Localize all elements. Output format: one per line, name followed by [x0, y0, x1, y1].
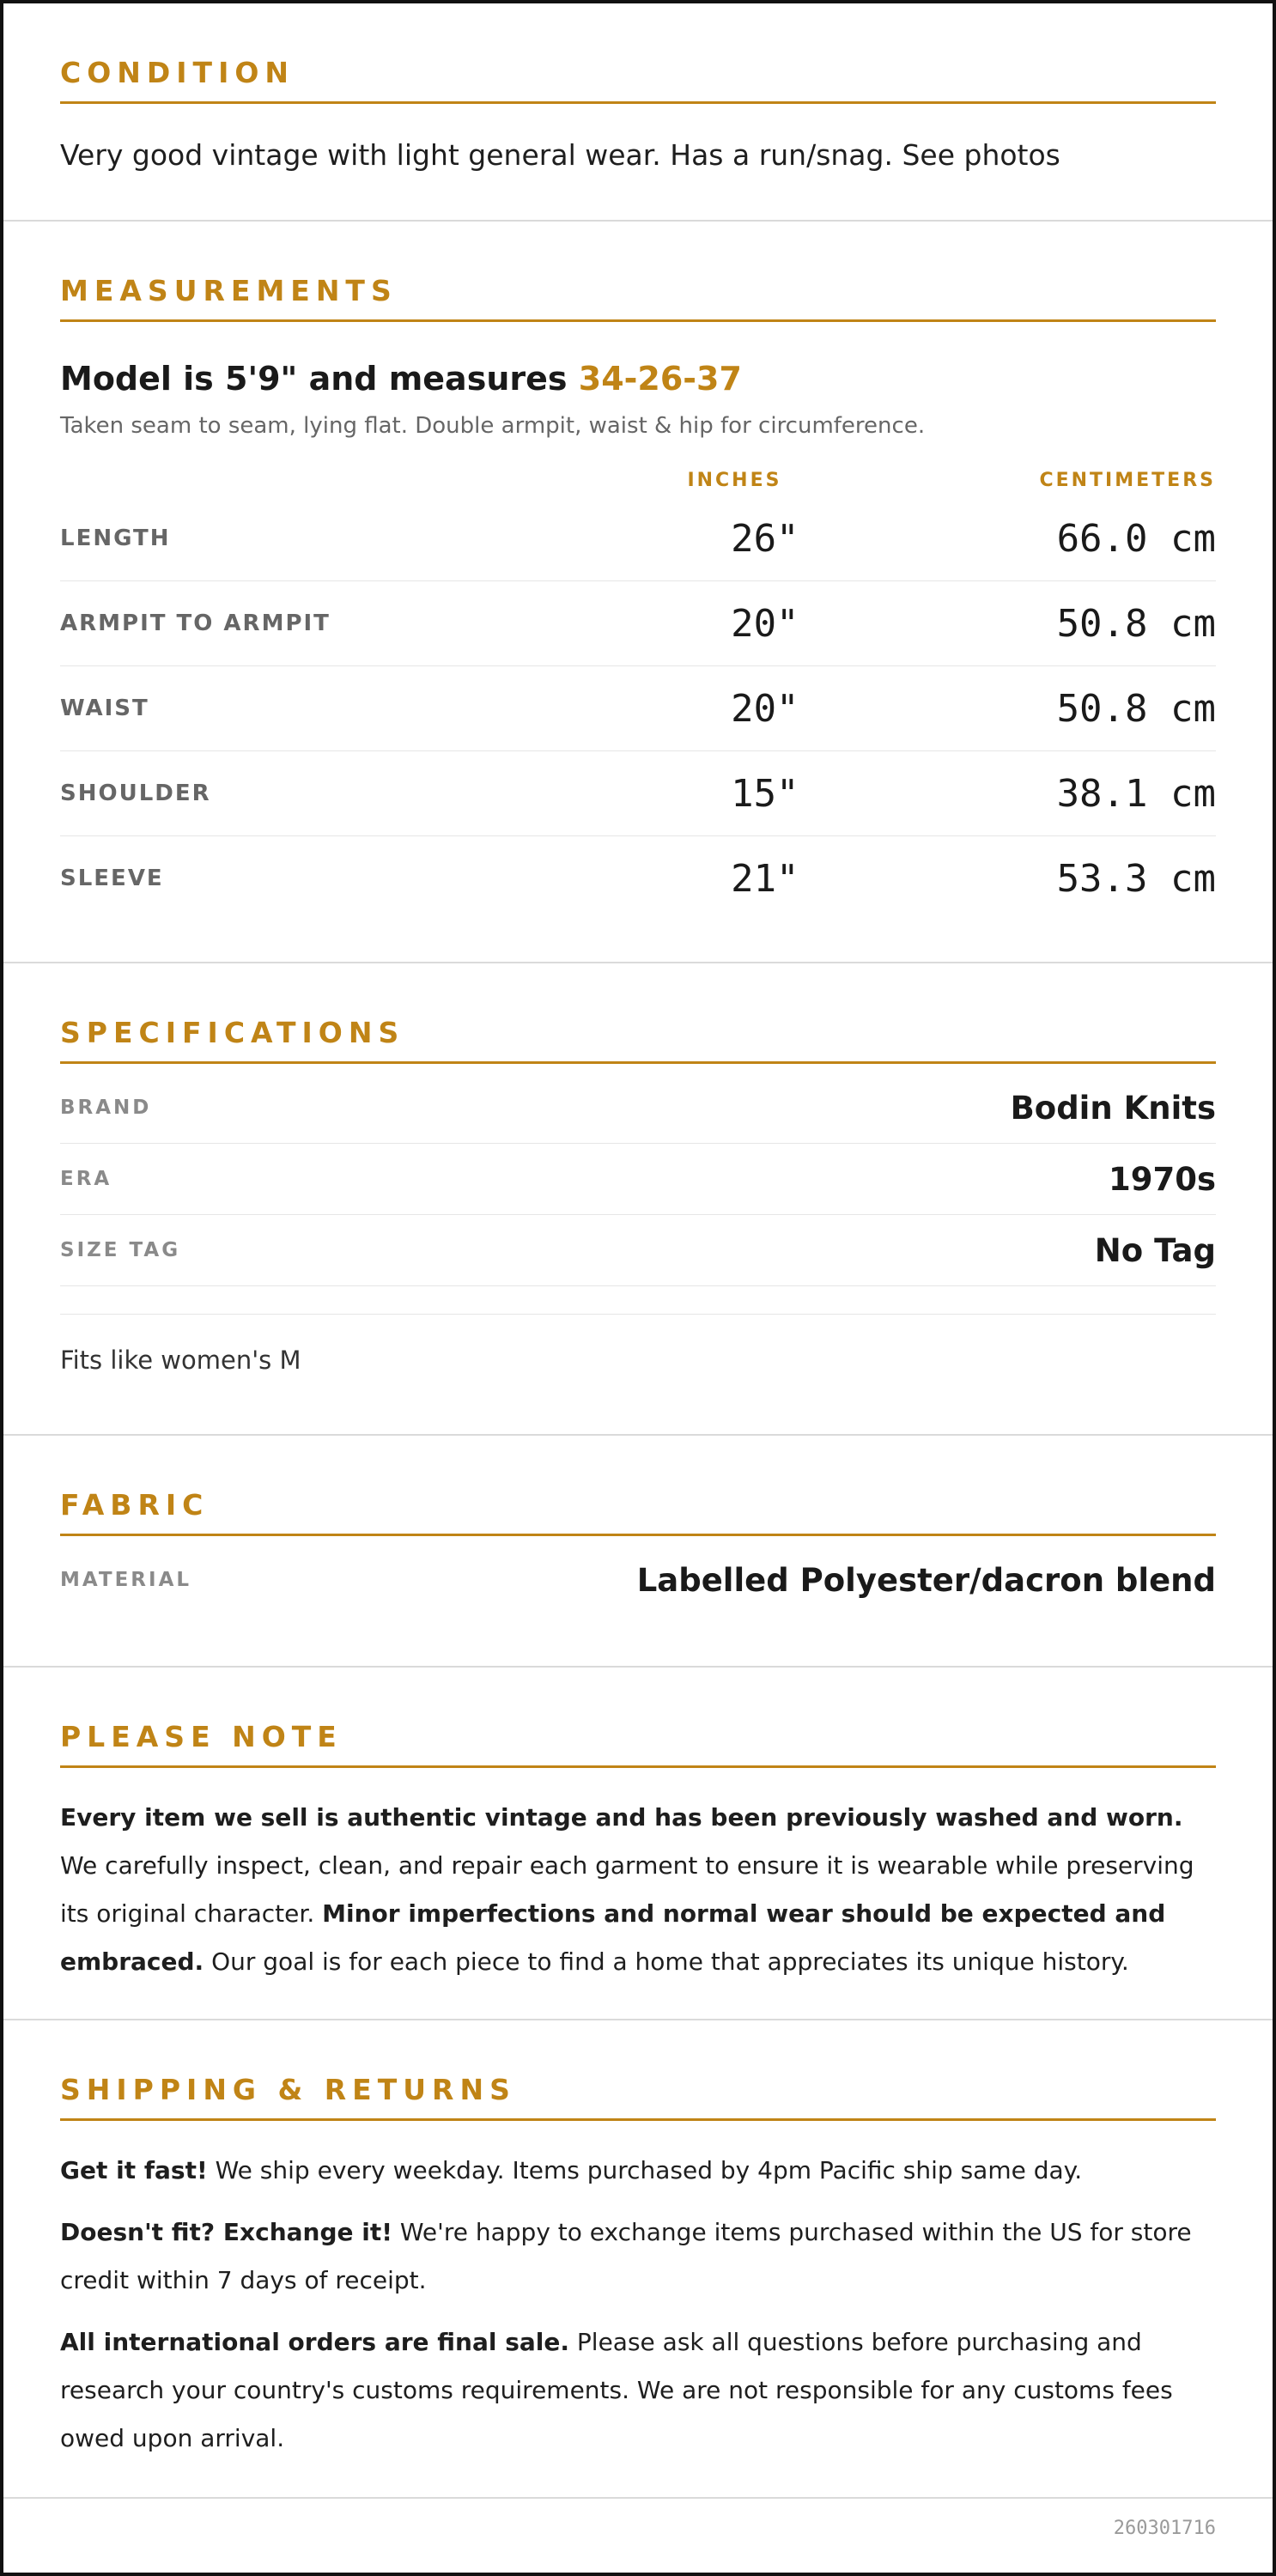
shipping-paragraph-2 [60, 2208, 1216, 2305]
measurement-inches: 26" [731, 516, 799, 561]
spec-row-brand [60, 1072, 1216, 1144]
please-note-bold-2: Minor imperfections and normal wear should be expected and embraced. [60, 1899, 1166, 1976]
shipping-paragraph-3 [60, 2318, 1216, 2463]
measurement-cm: 38.1 cm [1056, 771, 1216, 816]
measurement-label: ARMPIT TO ARMPIT [60, 611, 331, 636]
product-code: 260301716 [1113, 2518, 1216, 2539]
specifications-heading: SPECIFICATIONS [60, 1013, 1216, 1064]
condition-section [3, 3, 1273, 222]
please-note-text [60, 1794, 1216, 1986]
spec-row-era [60, 1144, 1216, 1215]
measurements-heading: MEASUREMENTS [60, 271, 1216, 322]
centimeters-column-header: CENTIMETERS [1039, 470, 1216, 491]
measurement-cm: 53.3 cm [1056, 856, 1216, 901]
model-measures-label: Model is 5'9" and measures [60, 360, 568, 398]
shipping-text-1: We ship every weekday. Items purchased by 4pm Pacific ship same day. [207, 2156, 1083, 2184]
spec-key: ERA [60, 1168, 112, 1190]
shipping-text-3: Please ask all questions before purchasing and research your country's customs requirements. We are not responsible for any customs fees owed upon arrival. [60, 2328, 1173, 2452]
measurement-cm: 66.0 cm [1056, 516, 1216, 561]
shipping-paragraph-1 [60, 2147, 1216, 2195]
shipping-section [3, 2020, 1273, 2499]
shipping-text-2: We're happy to exchange items purchased within the US for store credit within 7 days of receipt. [60, 2218, 1192, 2294]
shipping-bold-2: Doesn't fit? Exchange it! [60, 2218, 392, 2246]
fabric-section [3, 1436, 1273, 1668]
inches-column-header: INCHES [687, 470, 782, 491]
model-measures-value: 34-26-37 [578, 360, 742, 398]
measurement-inches: 21" [731, 856, 799, 901]
model-measures [60, 360, 1216, 398]
measurement-row [60, 751, 1216, 836]
spec-value: No Tag [1094, 1231, 1216, 1269]
spec-row-size-tag [60, 1215, 1216, 1286]
measurements-table [60, 496, 1216, 920]
specifications-list [60, 1072, 1216, 1286]
please-note-text-2: Our goal is for each piece to find a home that appreciates its unique history. [204, 1947, 1129, 1976]
fabric-key: MATERIAL [60, 1569, 192, 1591]
measurements-header [60, 470, 1216, 491]
measurement-row [60, 666, 1216, 751]
measurements-subtitle: Taken seam to seam, lying flat. Double armpit, waist & hip for circumference. [60, 413, 926, 439]
please-note-heading: PLEASE NOTE [60, 1717, 1216, 1768]
measurement-inches: 15" [731, 771, 799, 816]
spec-key: SIZE TAG [60, 1239, 181, 1261]
please-note-bold-1: Every item we sell is authentic vintage and has been previously washed and worn. [60, 1803, 1183, 1832]
measurement-inches: 20" [731, 601, 799, 646]
measurement-row [60, 496, 1216, 581]
measurement-row [60, 581, 1216, 666]
spec-key: BRAND [60, 1097, 152, 1119]
measurement-label: SLEEVE [60, 866, 164, 891]
please-note-text-1: We carefully inspect, clean, and repair each garment to ensure it is wearable while preserving its original character. [60, 1851, 1194, 1928]
fabric-row-material [60, 1545, 1216, 1615]
please-note-section [3, 1668, 1273, 2020]
condition-text: Very good vintage with light general wear. Has a run/snag. See photos [60, 138, 1060, 172]
measurement-row [60, 836, 1216, 920]
measurement-cm: 50.8 cm [1056, 686, 1216, 731]
measurement-inches: 20" [731, 686, 799, 731]
shipping-heading: SHIPPING & RETURNS [60, 2070, 1216, 2121]
measurement-label: WAIST [60, 696, 149, 721]
measurements-section [3, 222, 1273, 963]
spec-value: Bodin Knits [1010, 1089, 1216, 1127]
condition-heading: CONDITION [60, 53, 1216, 104]
measurement-label: LENGTH [60, 526, 171, 551]
measurement-cm: 50.8 cm [1056, 601, 1216, 646]
specifications-section [3, 963, 1273, 1436]
spec-value: 1970s [1108, 1160, 1216, 1198]
measurement-label: SHOULDER [60, 781, 211, 806]
fit-note: Fits like women's M [60, 1314, 1216, 1375]
fabric-value: Labelled Polyester/dacron blend [636, 1561, 1216, 1599]
shipping-bold-3: All international orders are final sale. [60, 2328, 570, 2356]
shipping-bold-1: Get it fast! [60, 2156, 208, 2184]
fabric-heading: FABRIC [60, 1485, 1216, 1536]
